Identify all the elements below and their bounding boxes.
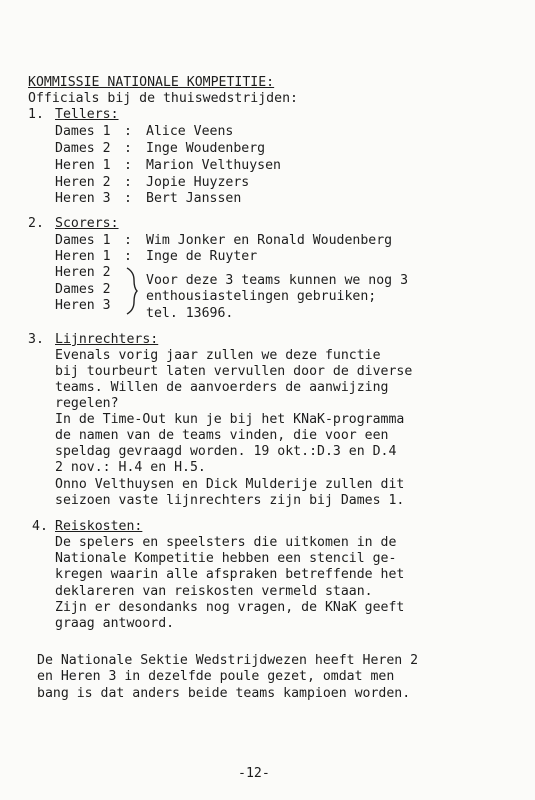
official-name: Wim Jonker en Ronald Woudenberg [146,233,393,248]
paragraph-line: Evenals vorig jaar zullen we deze functie [55,348,381,363]
paragraph-line: regelen? [55,396,119,411]
section-title-tellers: Tellers: [55,107,119,122]
closing-line: en Heren 3 in dezelfde poule gezet, omdat men [37,669,395,684]
section-number-1: 1. [28,107,44,122]
scorers-note-line: enthousiastelingen gebruiken; [146,289,377,304]
paragraph-line: bij tourbeurt laten vervullen door de diverse [55,364,413,379]
team-label: Heren 3 [55,298,111,313]
team-label: Heren 1 [55,249,111,264]
team-label: Dames 1 [55,124,111,139]
section-title-reiskosten: Reiskosten: [55,519,143,534]
official-name: Bert Janssen [146,191,242,206]
team-label: Dames 1 [55,233,111,248]
paragraph-line: seizoen vaste lijnrechters zijn bij Dames 1. [55,493,405,508]
official-name: Inge de Ruyter [146,249,258,264]
separator: : [124,233,132,248]
paragraph-line: graag antwoord. [55,616,175,631]
paragraph-line: teams. Willen de aanvoerders de aanwijzing [55,380,389,395]
separator: : [124,158,132,173]
separator: : [124,249,132,264]
separator: : [124,141,132,156]
official-name: Alice Veens [146,124,234,139]
official-name: Marion Velthuysen [146,158,281,173]
paragraph-line: Onno Velthuysen en Dick Mulderije zullen dit [55,477,405,492]
section-number-4: 4. [32,519,48,534]
separator: : [124,175,132,190]
team-label: Heren 2 [55,175,111,190]
separator: : [124,124,132,139]
right-brace-icon [125,266,139,316]
paragraph-line: Zijn er desondanks nog vragen, de KNaK geeft [55,600,405,615]
section-number-3: 3. [28,332,44,347]
page-number: -12- [238,766,270,781]
section-number-2: 2. [28,216,44,231]
paragraph-line: kregen waarin alle afspraken betreffende het [55,567,405,582]
paragraph-line: De spelers en speelsters die uitkomen in de [55,535,397,550]
paragraph-line: Nationale Kompetitie hebben een stencil ge- [55,551,397,566]
team-label: Heren 3 [55,191,111,206]
paragraph-line: speldag gevraagd worden. 19 okt.:D.3 en D.4 [55,444,397,459]
intro-line: Officials bij de thuiswedstrijden: [28,91,298,106]
team-label: Dames 2 [55,282,111,297]
paragraph-line: 2 nov.: H.4 en H.5. [55,460,206,475]
separator: : [124,191,132,206]
official-name: Inge Woudenberg [146,141,266,156]
document-heading: KOMMISSIE NATIONALE KOMPETITIE: [28,75,275,90]
paragraph-line: deklareren van reiskosten vermeld staan. [55,584,373,599]
paragraph-line: In de Time-Out kun je bij het KNaK-programma [55,412,405,427]
closing-line: bang is dat anders beide teams kampioen worden. [37,686,411,701]
scorers-note-line: tel. 13696. [146,306,234,321]
scorers-note-line: Voor deze 3 teams kunnen we nog 3 [146,273,409,288]
section-title-lijnrechters: Lijnrechters: [55,332,159,347]
team-label: Heren 1 [55,158,111,173]
official-name: Jopie Huyzers [146,175,250,190]
team-label: Dames 2 [55,141,111,156]
section-title-scorers: Scorers: [55,216,119,231]
paragraph-line: de namen van de teams vinden, die voor een [55,428,389,443]
closing-line: De Nationale Sektie Wedstrijdwezen heeft Heren 2 [37,653,419,668]
team-label: Heren 2 [55,265,111,280]
